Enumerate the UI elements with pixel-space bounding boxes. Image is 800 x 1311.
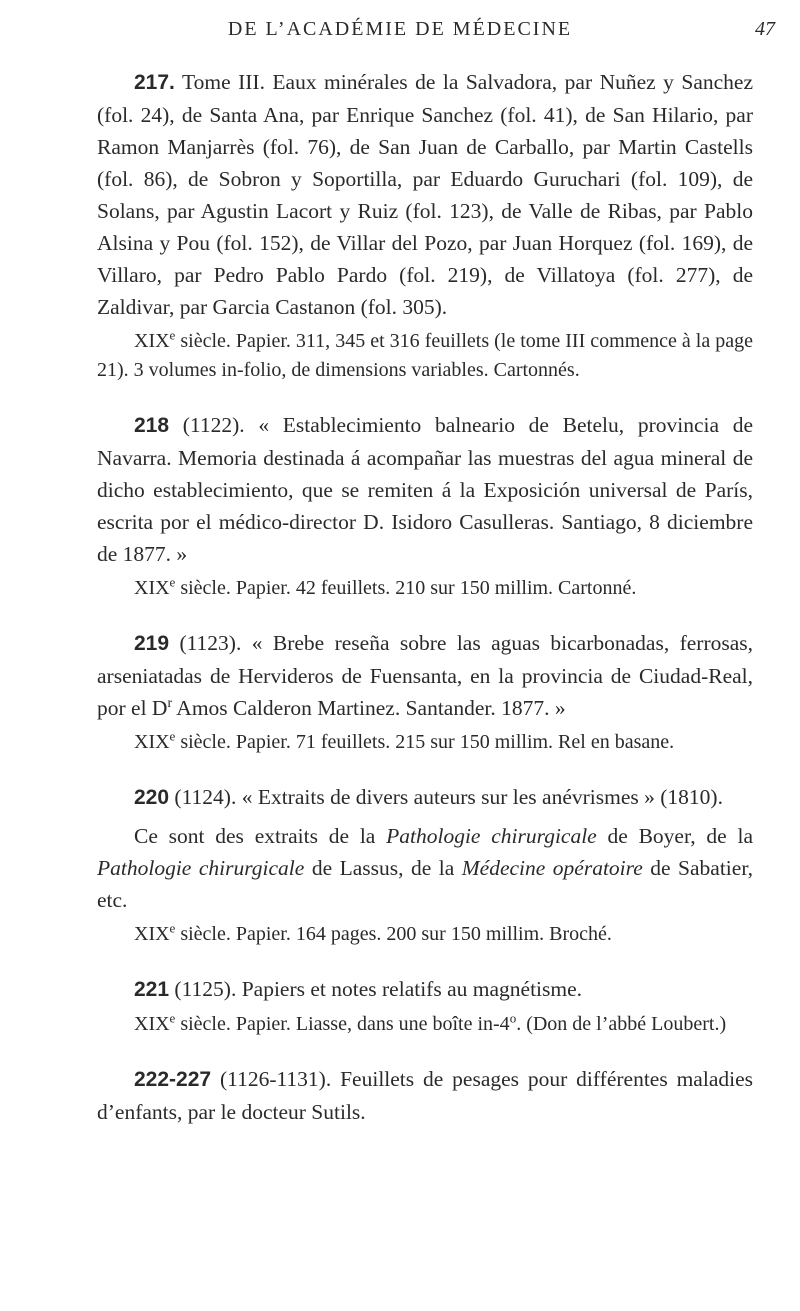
catalogue-entries (97, 66, 753, 1152)
physical-description: siècle. Papier. Liasse, dans une boîte in-4 (180, 1013, 510, 1035)
entry-number: 221 (134, 978, 170, 1001)
physical-description: siècle. Papier. 71 feuillets. 215 sur 150 millim. Rel en basane. (180, 731, 675, 753)
entry-text (97, 781, 753, 814)
century-superscript: e (169, 574, 176, 590)
century: XIX (134, 731, 170, 753)
entry-number: 222-227 (134, 1068, 212, 1091)
catalogue-entry (97, 973, 753, 1039)
century-superscript: e (169, 1010, 176, 1026)
entry-old-number: (1125). (174, 977, 237, 1001)
entry-text (97, 627, 753, 724)
century: XIX (134, 1013, 170, 1035)
catalogue-entry (97, 627, 753, 757)
catalogue-entry (97, 781, 753, 949)
entry-text (97, 1063, 753, 1128)
note-text: de Sabatier, etc. (97, 856, 753, 912)
running-head: DE L’ACADÉMIE DE MÉDECINE (227, 18, 573, 40)
century: XIX (134, 923, 170, 945)
entry-title: Tome III. Eaux minérales de la Salvadora, par Nuñez y Sanchez (fol. 24), de Santa Ana, par Enrique Sanchez (fol. 41), de San Hilario, par Ramon Manjarrès (fol. 76), de San Juan de Carballo, par Martin Castells (fol. 86), de Sobron y Soportilla, par Eduardo Guruchari (fol. 109), de Solans, par Agustin Lacort y Ruiz (fol. 123), de Valle de Ribas, par Pablo Alsina y Pou (fol. 152), de Villar del Pozo, par Juan Horquez (fol. 169), de Villaro, par Pedro Pablo Pardo (fol. 219), de Villatoya (fol. 277), de Zaldivar, par Garcia Castanon (fol. 305). (97, 70, 753, 319)
physical-description: siècle. Papier. 164 pages. 200 sur 150 millim. Broché. (180, 923, 612, 945)
entry-text (97, 973, 753, 1006)
cited-work-title: Médecine opératoire (461, 856, 643, 880)
physical-description: siècle. Papier. 42 feuillets. 210 sur 150 millim. Cartonné. (180, 577, 637, 599)
entry-title: Feuillets de pesages pour différentes maladies d’enfants, par le docteur Sutils. (97, 1067, 754, 1124)
format-superscript: o (509, 1010, 517, 1026)
physical-description-continued: . (Don de l’abbé Loubert.) (516, 1013, 727, 1035)
cited-work-title: Pathologie chirurgicale (97, 856, 305, 880)
entry-text (97, 66, 753, 323)
cited-work-title: Pathologie chirurgicale (386, 824, 597, 848)
note-text: de Lassus, de la (304, 856, 462, 880)
title-superscript: r (167, 695, 173, 711)
century-superscript: e (169, 728, 176, 744)
entry-description (97, 728, 753, 757)
entry-old-number: (1126-1131). (219, 1067, 332, 1091)
entry-title: « Brebe reseña sobre las aguas bicarbonadas, ferrosas, arseniatadas de Hervideros de Fuensanta, en la provincia de Ciudad-Real, por el D (97, 631, 754, 720)
entry-title: Papiers et notes relatifs au magnétisme. (241, 977, 583, 1001)
entry-old-number: (1123). (179, 631, 242, 655)
entry-title-continued: Amos Calderon Martinez. Santander. 1877. » (172, 696, 566, 720)
entry-note (97, 820, 753, 916)
entry-description (97, 574, 753, 603)
page-number: 47 (755, 18, 775, 40)
catalogue-entry (97, 66, 753, 385)
physical-description: siècle. Papier. 311, 345 et 316 feuillets (le tome III commence à la page 21). 3 volumes in-folio, de dimensions variables. Cartonnés. (97, 330, 754, 381)
entry-description (97, 920, 753, 949)
entry-description (97, 327, 753, 385)
note-text: de Boyer, de la (596, 824, 753, 848)
entry-number: 217. (134, 71, 175, 94)
catalogue-entry (97, 409, 753, 603)
entry-title: « Establecimiento balneario de Betelu, provincia de Navarra. Memoria destinada á acompañar las muestras del agua mineral de dicho establecimiento, que se remiten á la Exposición universal de París, escrita por el médico-director D. Isidoro Casulleras. Santiago, 8 diciembre de 1877. » (97, 413, 754, 566)
note-text: Ce sont des extraits de la (134, 824, 387, 848)
entry-text (97, 409, 753, 570)
century-superscript: e (169, 327, 176, 343)
entry-description (97, 1010, 753, 1039)
catalogue-entry (97, 1063, 753, 1128)
entry-old-number: (1122). (182, 413, 245, 437)
entry-number: 220 (134, 786, 170, 809)
entry-number: 218 (134, 414, 170, 437)
century-superscript: e (169, 920, 176, 936)
entry-old-number: (1124). (174, 785, 237, 809)
century: XIX (134, 577, 170, 599)
century: XIX (134, 330, 170, 352)
entry-number: 219 (134, 632, 170, 655)
entry-title: « Extraits de divers auteurs sur les anévrismes » (1810). (241, 785, 723, 809)
